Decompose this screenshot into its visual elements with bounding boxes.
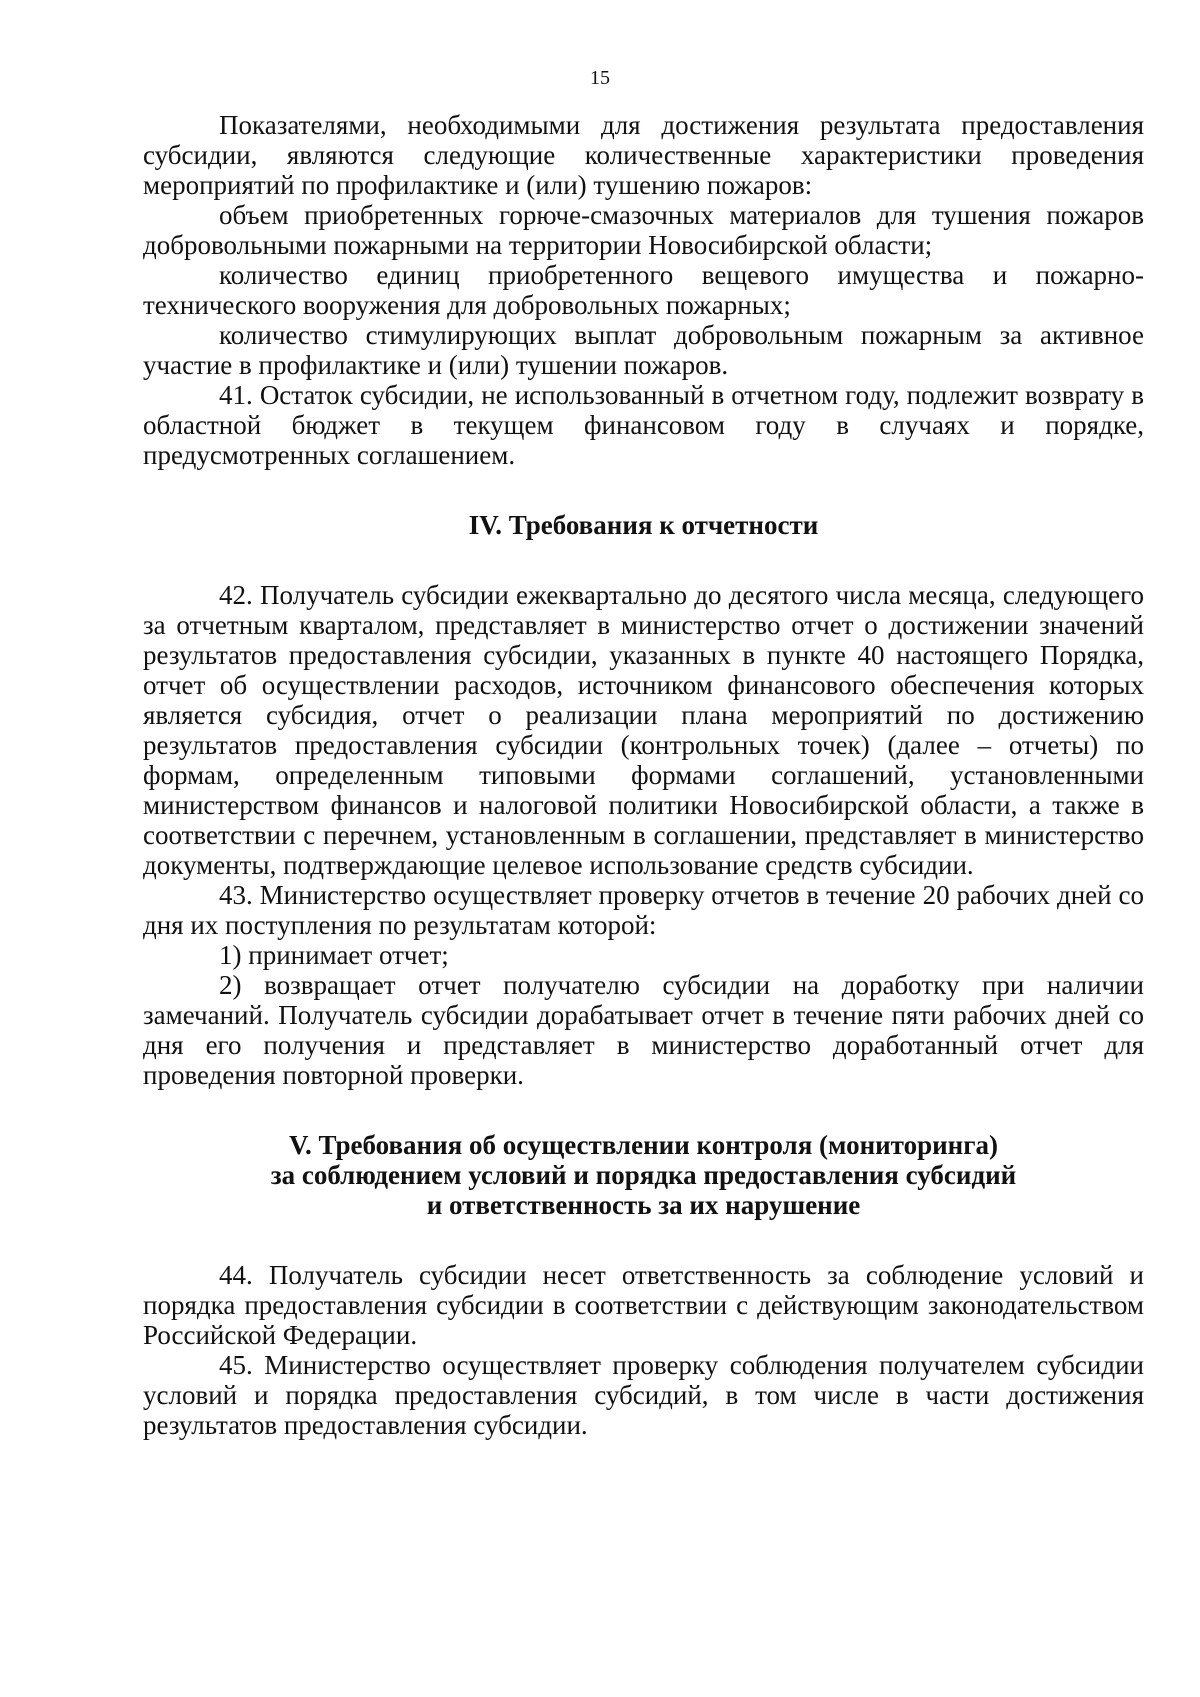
section-5-heading [143, 1130, 1144, 1220]
paragraph-equipment-count: количество единиц приобретенного вещевого имущества и пожарно-технического вооружения для добровольных пожарных; [143, 260, 1144, 320]
paragraph-41: 41. Остаток субсидии, не использованный в отчетном году, подлежит возврату в областной бюджет в текущем финансовом году в случаях и порядке, предусмотренных соглашением. [143, 380, 1144, 470]
section-4-heading: IV. Требования к отчетности [468, 510, 819, 540]
paragraph-44: 44. Получатель субсидии несет ответственность за соблюдение условий и порядка предоставления субсидии в соответствии с действующим законодательством Российской Федерации. [143, 1260, 1144, 1350]
paragraph-43-item-1: 1) принимает отчет; [219, 940, 449, 970]
paragraph-43-item-2: 2) возвращает отчет получателю субсидии на доработку при наличии замечаний. Получатель субсидии дорабатывает отчет в течение пяти рабочих дней со дня его получения и представляет в министерство доработанный отчет для проведения повторной проверки. [143, 970, 1144, 1090]
paragraph-indicators-intro: Показателями, необходимыми для достижения результата предоставления субсидии, являются следующие количественные характеристики проведения мероприятий по профилактике и (или) тушению пожаров: [143, 110, 1144, 200]
section-5-heading-line: V. Требования об осуществлении контроля (мониторинга) [289, 1130, 998, 1160]
paragraph-43: 43. Министерство осуществляет проверку отчетов в течение 20 рабочих дней со дня их поступления по результатам которой: [143, 880, 1144, 940]
section-5-heading-line: и ответственность за их нарушение [426, 1190, 861, 1220]
page-number: 15 [590, 67, 610, 89]
paragraph-payments-count: количество стимулирующих выплат добровольным пожарным за активное участие в профилактике и (или) тушении пожаров. [143, 320, 1144, 380]
paragraph-fuel-volume: объем приобретенных горюче-смазочных материалов для тушения пожаров добровольными пожарными на территории Новосибирской области; [143, 200, 1144, 260]
paragraph-45: 45. Министерство осуществляет проверку соблюдения получателем субсидии условий и порядка предоставления субсидий, в том числе в части достижения результатов предоставления субсидии. [143, 1350, 1144, 1440]
paragraph-42: 42. Получатель субсидии ежеквартально до десятого числа месяца, следующего за отчетным кварталом, представляет в министерство отчет о достижении значений результатов предоставления субсидии, указанных в пункте 40 настоящего Порядка, отчет об осуществлении расходов, источником финансового обеспечения которых является субсидия, отчет о реализации плана мероприятий по достижению результатов предоставления субсидии (контрольных точек) (далее – отчеты) по формам, определенным типовыми формами соглашений, установленными министерством финансов и налоговой политики Новосибирской области, а также в соответствии с перечнем, установленным в соглашении, представляет в министерство документы, подтверждающие целевое использование средств субсидии. [143, 580, 1144, 880]
document-body [143, 110, 1144, 1440]
section-5-heading-line: за соблюдением условий и порядка предоставления субсидий [270, 1160, 1017, 1190]
